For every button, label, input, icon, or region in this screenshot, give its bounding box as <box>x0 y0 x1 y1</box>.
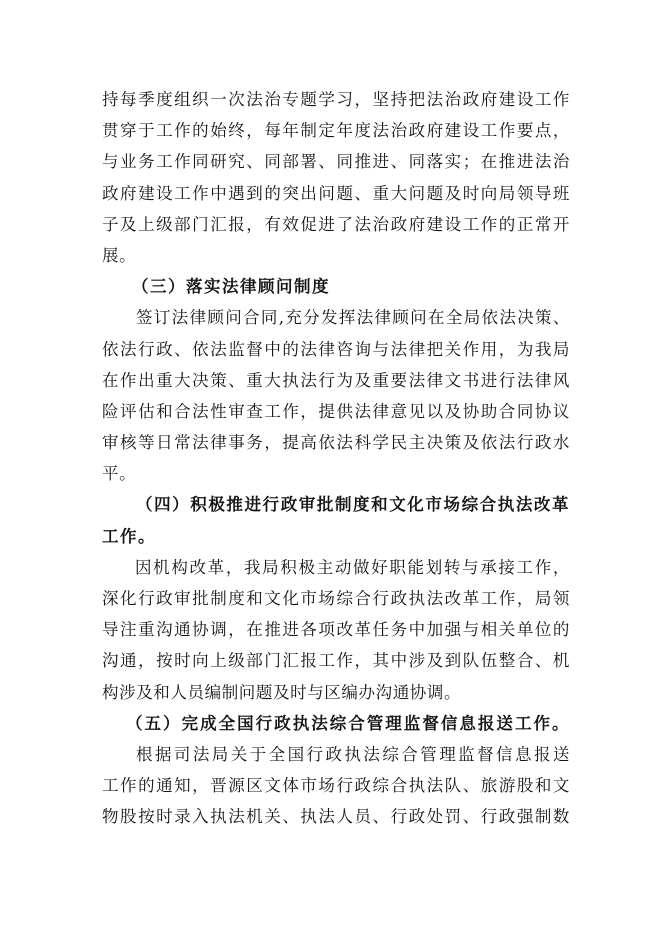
section-heading-5: （五）完成全国行政执法综合管理监督信息报送工作。 <box>126 713 570 733</box>
text-line: 物股按时录入执法机关、执法人员、行政处罚、行政强制数 <box>102 807 570 827</box>
text-line: 签订法律顾问合同,充分发挥法律顾问在全局依法决策、 <box>136 308 570 328</box>
text-line: 贯穿于工作的始终，每年制定年度法治政府建设工作要点， <box>102 121 570 141</box>
text-line: 深化行政审批制度和文化市场综合行政执法改革工作，局领 <box>102 589 570 608</box>
text-line: 根据司法局关于全国行政执法综合管理监督信息报送 <box>136 744 570 764</box>
paragraph-institutional-reform <box>102 552 570 708</box>
section-heading-4 <box>102 489 570 551</box>
document-page <box>102 84 570 833</box>
paragraph-info-reporting <box>102 739 570 833</box>
text-line: 在作出重大决策、重大执法行为及重要法律文书进行法律风 <box>102 370 570 390</box>
text-line: 工作的通知，晋源区文体市场行政综合执法队、旅游股和文 <box>102 776 570 796</box>
text-line: 沟通，按时向上级部门汇报工作，其中涉及到队伍整合、机 <box>102 651 570 671</box>
text-line: 展。 <box>102 245 137 265</box>
text-line: 构涉及和人员编制问题及时与区编办沟通协调。 <box>102 682 462 702</box>
text-line: （四）积极推进行政审批制度和文化市场综合执法改革 <box>136 495 570 515</box>
text-line: 政府建设工作中遇到的突出问题、重大问题及时向局领导班 <box>102 183 570 203</box>
text-line: 与业务工作同研究、同部署、同推进、同落实；在推进法治 <box>102 152 570 172</box>
text-line: 工作。 <box>102 526 156 546</box>
text-line: 平。 <box>102 464 137 484</box>
paragraph-legal-counsel <box>102 302 570 489</box>
text-line: 子及上级部门汇报，有效促进了法治政府建设工作的正常开 <box>102 214 570 234</box>
paragraph-legal-study <box>102 84 570 271</box>
text-line: 因机构改革，我局积极主动做好职能划转与承接工作， <box>135 557 570 577</box>
text-line: 险评估和合法性审查工作，提供法律意见以及协助合同协议 <box>102 401 570 421</box>
text-line: 审核等日常法律事务，提高依法科学民主决策及依法行政水 <box>102 433 570 453</box>
text-line: 持每季度组织一次法治专题学习，坚持把法治政府建设工作 <box>102 90 570 109</box>
section-heading-3: （三）落实法律顾问制度 <box>132 277 330 297</box>
text-line: 依法行政、依法监督中的法律咨询与法律把关作用，为我局 <box>102 339 570 359</box>
text-line: 导注重沟通协调，在推进各项改革任务中加强与相关单位的 <box>102 620 570 640</box>
